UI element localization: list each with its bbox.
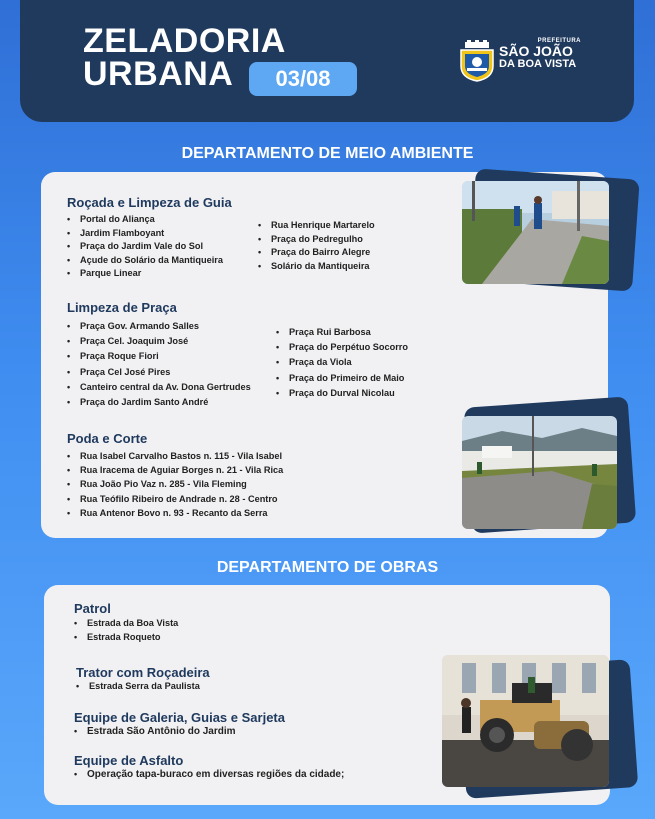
list-item: • Rua Antenor Bovo n. 93 - Recanto da Serra — [67, 506, 283, 520]
asfalto-heading: Equipe de Asfalto — [74, 753, 184, 768]
list-item: • Praça Rui Barbosa — [276, 325, 408, 340]
header-banner — [20, 0, 634, 122]
title-line-2: URBANA — [83, 55, 234, 93]
patrol-heading: Patrol — [74, 601, 111, 616]
list-item: • Praça do Jardim Santo André — [67, 395, 251, 410]
rocada-heading: Roçada e Limpeza de Guia — [67, 195, 232, 210]
list-item: • Canteiro central da Av. Dona Gertrudes — [67, 380, 251, 395]
prefeitura-logo-text — [499, 38, 581, 71]
list-item: • Açude do Solário da Mantiqueira — [67, 254, 223, 268]
list-item: • Rua João Pio Vaz n. 285 - Vila Fleming — [67, 477, 283, 491]
asphalt-roller-photo — [442, 655, 609, 787]
list-item: • Rua Henrique Martarelo — [258, 219, 375, 233]
list-item: • Praça Roque Fiori — [67, 349, 251, 364]
praca-heading: Limpeza de Praça — [67, 300, 177, 315]
logo-line-2: DA BOA VISTA — [499, 58, 577, 70]
asfalto-list — [74, 768, 344, 782]
list-item: • Praça do Primeiro de Maio — [276, 371, 408, 386]
poda-heading: Poda e Corte — [67, 431, 148, 446]
coat-of-arms-icon — [457, 40, 497, 82]
poda-list — [67, 449, 283, 520]
list-item: • Estrada Serra da Paulista — [76, 680, 200, 694]
list-item: • Praça do Bairro Alegre — [258, 246, 375, 260]
list-item: • Praça do Jardim Vale do Sol — [67, 240, 223, 254]
list-item: • Praça do Pedregulho — [258, 233, 375, 247]
list-item: • Praça do Perpétuo Socorro — [276, 340, 408, 355]
trator-list — [76, 680, 200, 694]
date-badge: 03/08 — [249, 62, 357, 96]
list-item: • Praça do Durval Nicolau — [276, 386, 408, 401]
road-pruning-photo — [462, 416, 617, 529]
galeria-heading: Equipe de Galeria, Guias e Sarjeta — [74, 710, 285, 725]
list-item: • Praça Cel José Pires — [67, 365, 251, 380]
list-item: • Parque Linear — [67, 267, 223, 281]
list-item: • Rua Iracema de Aguiar Borges n. 21 - Vila Rica — [67, 463, 283, 477]
logo-line-1: SÃO JOÃO — [499, 43, 573, 59]
list-item: • Praça Cel. Joaquim José — [67, 334, 251, 349]
section-title-meio-ambiente: DEPARTAMENTO DE MEIO AMBIENTE — [181, 145, 474, 162]
sidewalk-cleaning-photo — [462, 181, 609, 284]
patrol-list — [74, 617, 178, 644]
list-item: • Jardim Flamboyant — [67, 227, 223, 241]
praca-list-right — [276, 325, 408, 401]
section-title-obras: DEPARTAMENTO DE OBRAS — [216, 559, 439, 576]
list-item: • Rua Teófilo Ribeiro de Andrade n. 28 - Centro — [67, 492, 283, 506]
list-item: • Operação tapa-buraco em diversas regiões da cidade; — [74, 768, 344, 782]
galeria-list — [74, 725, 236, 739]
logo-small-label: PREFEITURA — [537, 38, 581, 44]
list-item: • Estrada Roqueto — [74, 631, 178, 645]
title-line-1: ZELADORIA — [83, 22, 286, 60]
trator-heading: Trator com Roçadeira — [76, 665, 210, 680]
list-item: • Portal do Aliança — [67, 213, 223, 227]
list-item: • Praça Gov. Armando Salles — [67, 319, 251, 334]
list-item: • Praça da Viola — [276, 355, 408, 370]
list-item: • Estrada da Boa Vista — [74, 617, 178, 631]
list-item: • Solário da Mantiqueira — [258, 260, 375, 274]
rocada-list-left — [67, 213, 223, 281]
praca-list-left — [67, 319, 251, 410]
list-item: • Rua Isabel Carvalho Bastos n. 115 - Vila Isabel — [67, 449, 283, 463]
rocada-list-right — [258, 219, 375, 273]
list-item: • Estrada São Antônio do Jardim — [74, 725, 236, 739]
